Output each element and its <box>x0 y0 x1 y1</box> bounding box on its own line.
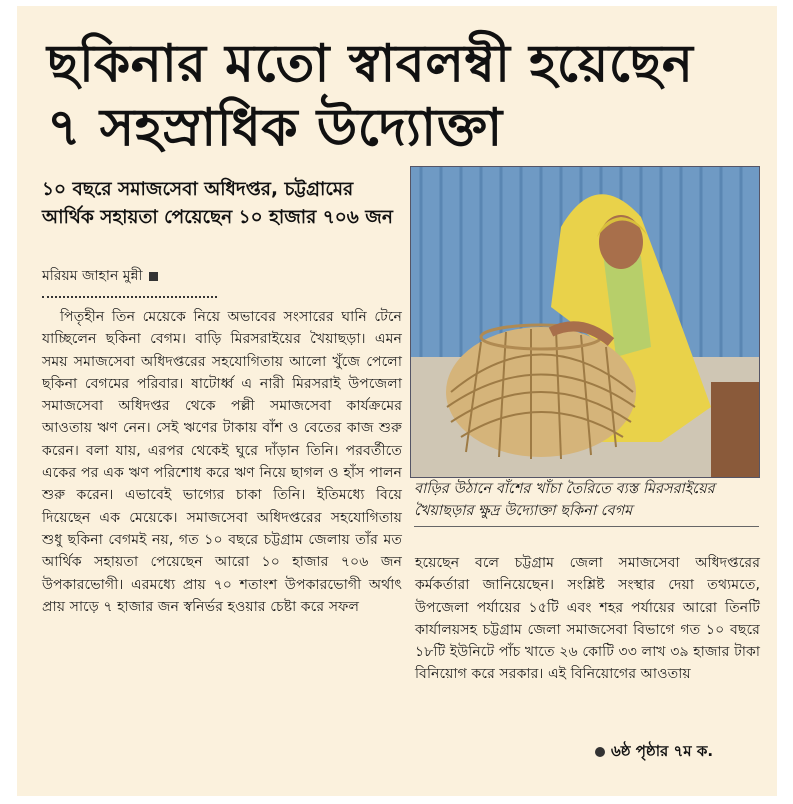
continued-on-page[interactable] <box>595 740 713 765</box>
continued-label: ৬ষ্ঠ পৃষ্ঠার ৭ম ক. <box>611 742 714 760</box>
author-name: মরিয়ম জাহান মুন্নী <box>42 268 143 284</box>
subheadline: ১০ বছরে সমাজসেবা অধিদপ্তর, চট্টগ্রামের আর্থিক সহায়তা পেয়েছেন ১০ হাজার ৭০৬ জন <box>42 179 393 228</box>
headline-line-1: ছকিনার মতো স্বাবলম্বী হয়েছেন <box>47 34 694 94</box>
article-photo <box>410 166 760 478</box>
byline-square-icon <box>149 272 158 281</box>
woman-weaving-basket-illustration <box>411 167 759 477</box>
headline-line-2: ৭ সহস্রাধিক উদ্যোক্তা <box>47 98 503 158</box>
dotted-divider <box>42 296 217 298</box>
article-body-column-1: পিতৃহীন তিন মেয়েকে নিয়ে অভাবের সংসারের ঘানি টেনে যাচ্ছিলেন ছকিনা বেগম। বাড়ি মিরসরাইয়ের খৈয়াছড়া। এমন সময় সমাজসেবা অধিদপ্তরের সহযোগিতায় আলো খুঁজে পেলো ছকিনা বেগমের পরিবার। ষাটোর্ধ্ব এ নারী মিরসরাই উপজেলা সমাজসেবা অধিদপ্তর থেকে পল্লী সমাজসেবা কার্যক্রমের আওতায় ঋণ নেন। সেই ঋণের টাকায় বাঁশ ও বেতের কাজ শুরু করেন। বলা যায়, এরপর থেকেই ঘুরে দাঁড়ান তিনি। পরবর্তীতে একের পর এক ঋণ পরিশোধ করে ঋণ নিয়ে ছাগল ও হাঁস পালন শুরু করেন। এভাবেই ভাগ্যের চাকা তিনি। ইতিমধ্যে বিয়ে দিয়েছেন এক মেয়েকে। সমাজসেবা অধিদপ্তরের সহযোগিতায় শুধু ছকিনা বেগমই নয়, গত ১০ বছরে চট্টগ্রাম জেলায় তাঁর মত আর্থিক সহায়তা পেয়েছেন আরো ১০ হাজার ৭০৬ জন উপকারভোগী। এরমধ্যে প্রায় ৭০ শতাংশ উপকারভোগী অর্থাৎ প্রায় সাড়ে ৭ হাজার জন স্বনির্ভর হওয়ার চেষ্টা করে সফল <box>42 309 402 615</box>
bullet-icon <box>595 747 605 757</box>
newspaper-clipping <box>17 6 777 796</box>
photo-caption: বাড়ির উঠানে বাঁশের খাঁচা তৈরিতে ব্যস্ত মিরসরাইয়ের খৈয়াছড়ার ক্ষুদ্র উদ্যোক্তা ছকিনা বেগম <box>414 478 759 527</box>
byline <box>42 264 158 288</box>
headline <box>47 32 767 160</box>
article-body-column-2: হয়েছেন বলে চট্টগ্রাম জেলা সমাজসেবা অধিদপ্তরের কর্মকর্তারা জানিয়েছেন। সংশ্লিষ্ট সংস্থার দেয়া তথ্যমতে, উপজেলা পর্যায়ের ১৫টি এবং শহর পর্যায়ের আরো তিনটি কার্যালয়সহ চট্টগ্রাম জেলা সমাজসেবা বিভাগে গত ১০ বছরে ১৮টি ইউনিটে পাঁচ খাতে ২৬ কোটি ৩৩ লাখ ৩৯ হাজার টাকা বিনিয়োগ করে সরকার। এই বিনিয়োগের আওতায় <box>415 555 760 683</box>
